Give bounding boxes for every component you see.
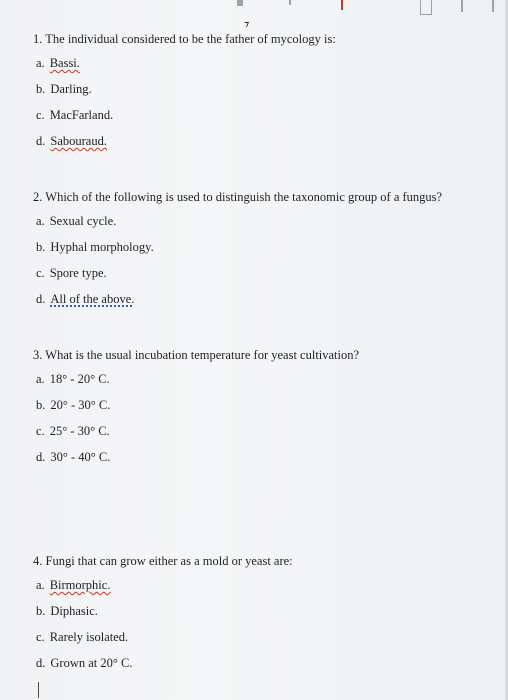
toolbar-button-icon[interactable] [461,0,463,12]
option-text: 30° - 40° C. [50,450,111,464]
text-cursor [38,682,39,698]
option-text: 20° - 30° C. [50,398,111,412]
answer-option-b [33,598,293,624]
option-letter: b. [36,604,46,618]
option-letter: c. [36,108,45,122]
option-text: MacFarland. [49,108,114,122]
option-text: Rarely isolated. [49,630,129,644]
answer-option-d [33,444,359,470]
toolbar-button-icon[interactable] [492,0,494,12]
option-letter: a. [36,56,45,70]
option-letter: b. [36,398,46,412]
question-stem: 3. What is the usual incubation temperature for yeast cultivation? [33,348,360,362]
answer-option-b [33,234,442,260]
question-stem: 1. The individual considered to be the father of mycology is: [33,32,336,46]
toolbar-button-icon[interactable] [341,0,343,10]
option-text: Sabouraud. [50,134,107,148]
option-letter: b. [36,240,46,254]
option-text: Hyphal morphology. [50,240,154,254]
answer-option-b [33,392,359,418]
toolbar-button-icon[interactable] [289,0,291,5]
answer-option-c [33,624,293,650]
question-stem: 4. Fungi that can grow either as a mold or yeast are: [33,554,293,568]
option-text: Spore type. [49,266,107,280]
option-letter: c. [36,424,45,438]
option-letter: a. [36,214,45,228]
option-text: Bassi. [49,56,80,70]
check-mark-icon [243,22,249,27]
option-letter: a. [36,372,45,386]
question-2 [33,186,442,312]
option-text: 25° - 30° C. [49,424,110,438]
toolbar-button-icon[interactable] [237,0,243,6]
answer-option-c [33,260,442,286]
question-4 [33,550,293,676]
option-text: Sexual cycle. [49,214,117,228]
option-letter: b. [36,82,46,96]
question-1 [33,28,336,154]
option-text: 18° - 20° C. [49,372,110,386]
option-letter: c. [36,630,45,644]
answer-option-a [33,208,442,234]
option-text: Birmorphic. [49,578,111,592]
answer-option-a [33,572,293,598]
option-letter: a. [36,578,45,592]
toolbar-strip [0,0,508,14]
option-letter: d. [36,134,46,148]
answer-option-d [33,286,442,312]
question-3 [33,344,359,470]
answer-option-a [33,366,359,392]
option-letter: d. [36,450,46,464]
toolbar-button-icon[interactable] [420,0,432,15]
option-letter: c. [36,266,45,280]
option-letter: d. [36,292,46,306]
option-text: All of the above. [50,292,135,306]
option-text: Darling. [50,82,92,96]
answer-option-c [33,102,336,128]
answer-option-a [33,50,336,76]
option-letter: d. [36,656,46,670]
question-stem: 2. Which of the following is used to distinguish the taxonomic group of a fungus? [33,190,443,204]
answer-option-b [33,76,336,102]
option-text: Grown at 20° C. [50,656,133,670]
option-text: Diphasic. [50,604,98,618]
answer-option-d [33,650,293,676]
answer-option-d [33,128,336,154]
answer-option-c [33,418,359,444]
